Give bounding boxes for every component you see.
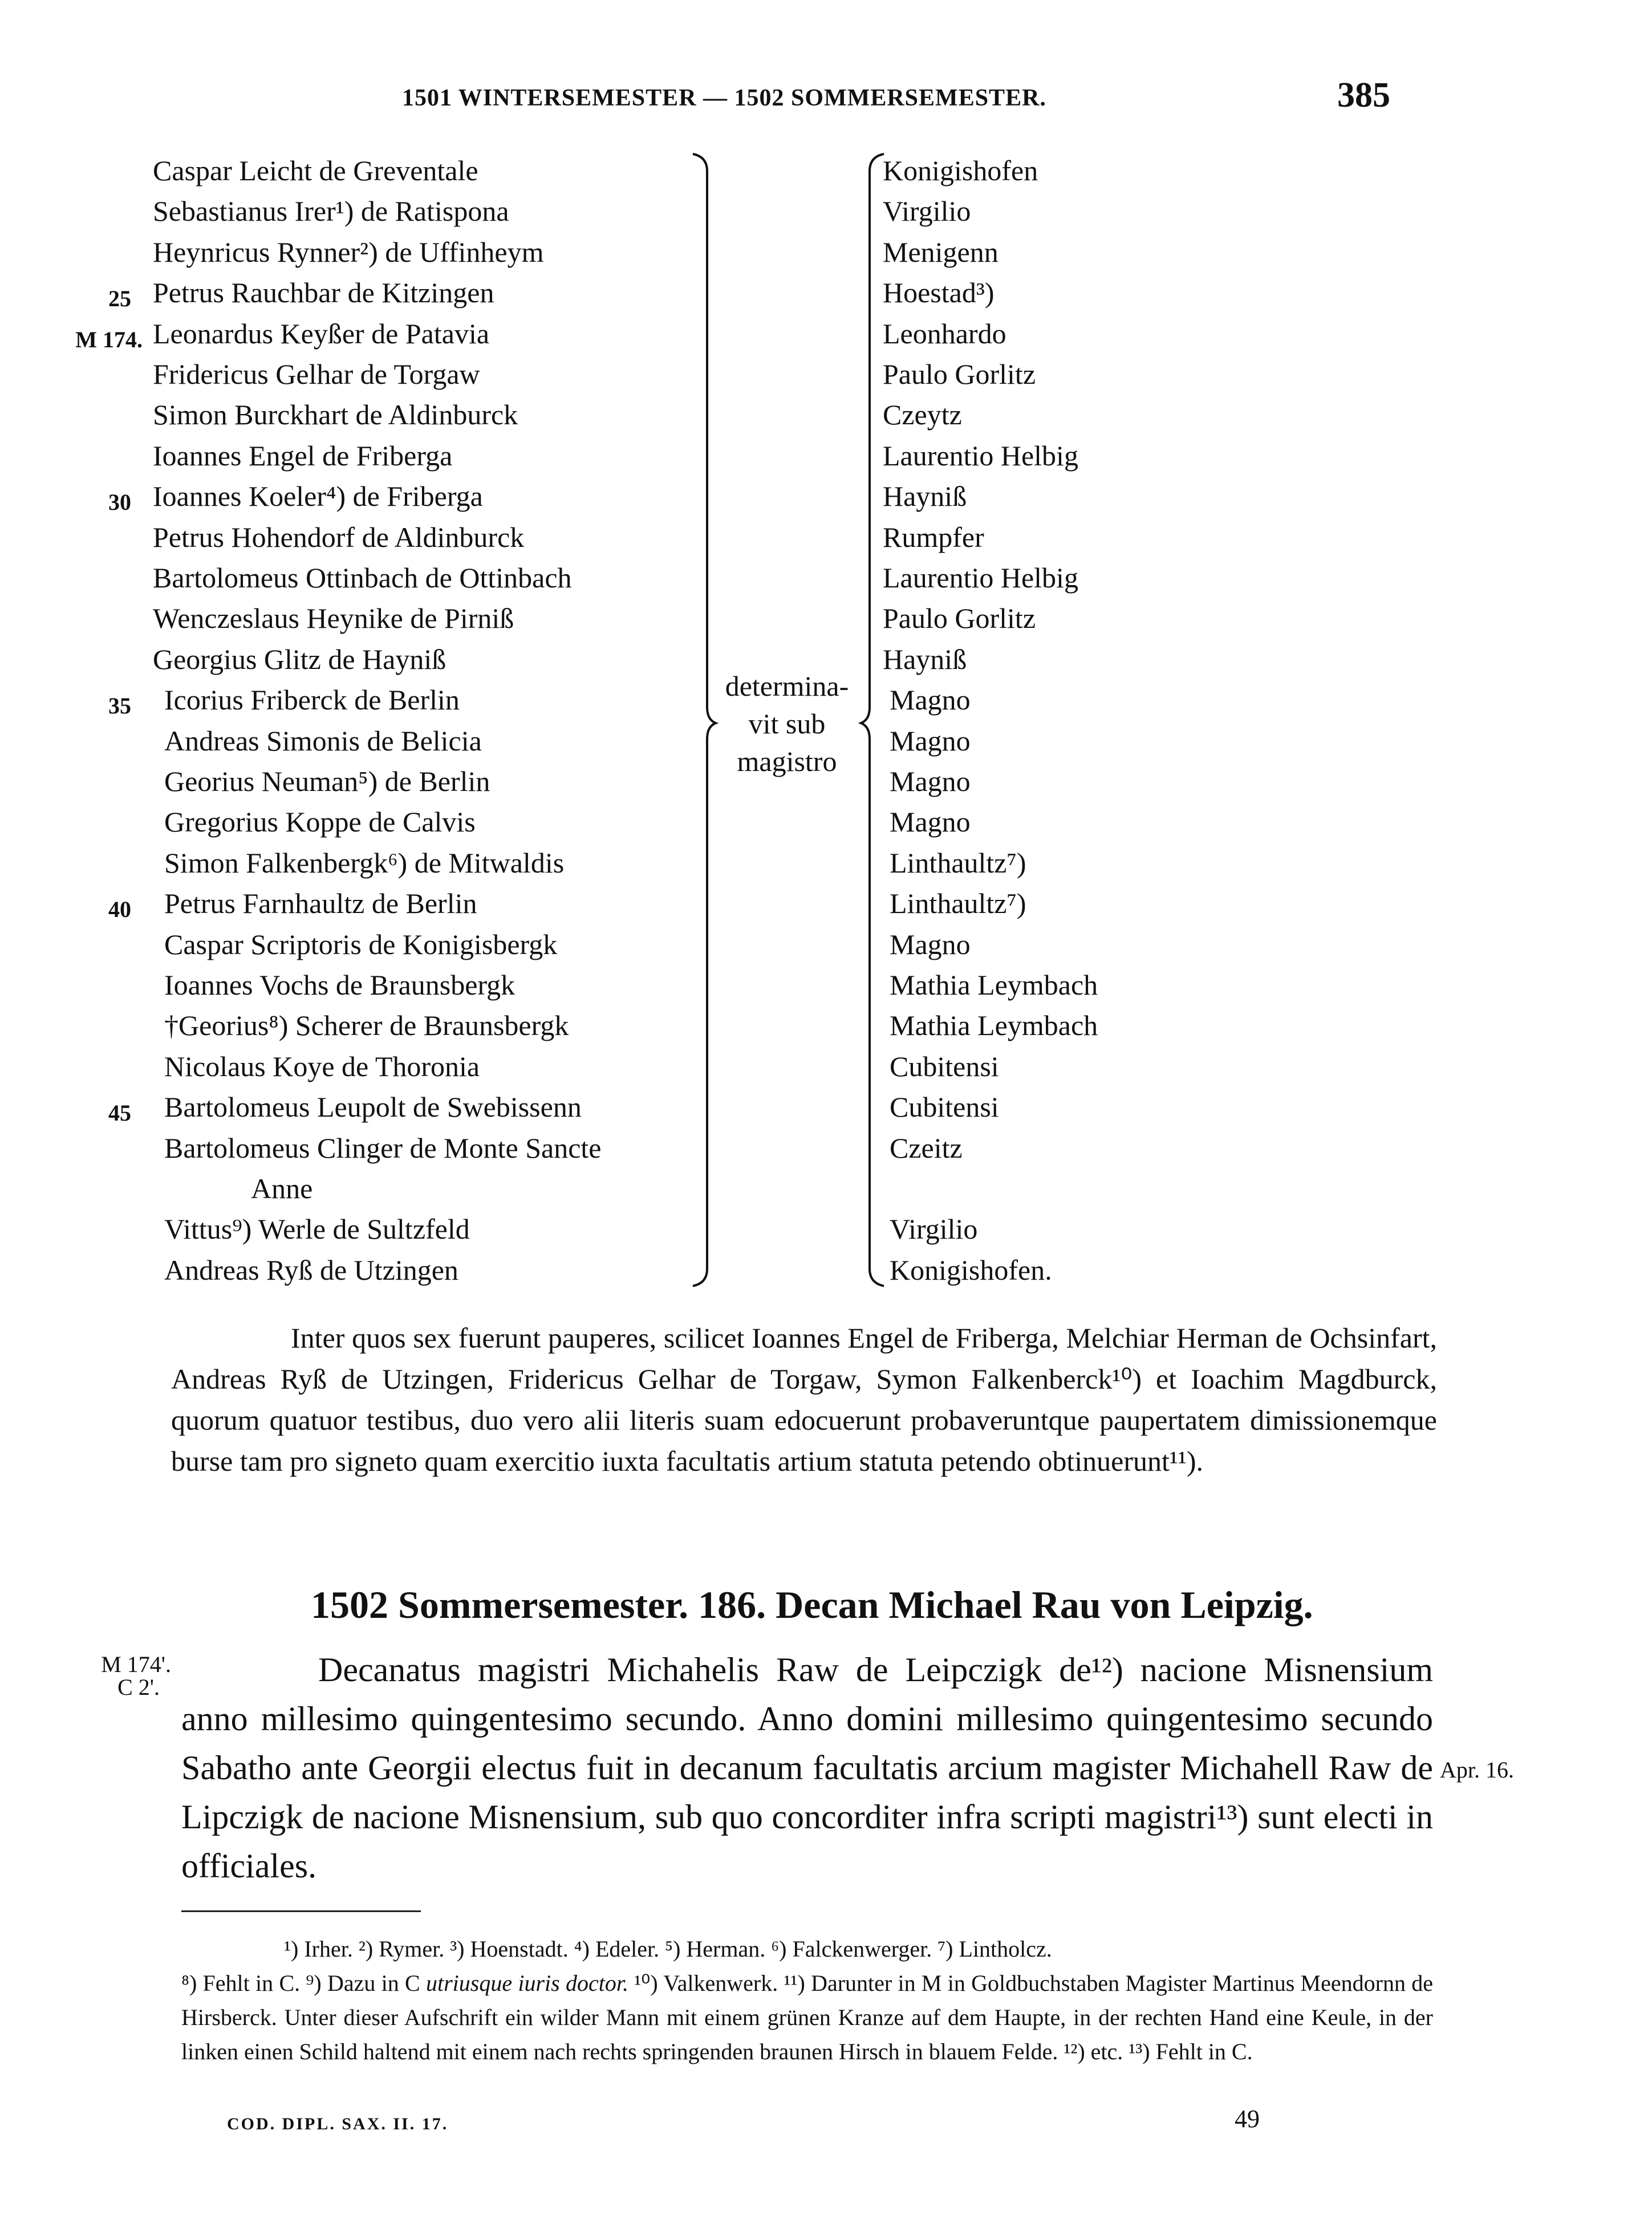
master-name: Laurentio Helbig [883, 439, 1078, 472]
master-name: Magno [890, 806, 971, 838]
student-name: Ioannes Vochs de Braunsbergk [164, 969, 516, 1001]
list-row [0, 439, 1652, 480]
student-name: Icorius Friberck de Berlin [164, 684, 460, 716]
side-note-left-1: M 174'. [101, 1651, 171, 1677]
student-name: Simon Burckhart de Aldinburck [153, 399, 518, 431]
footnote-2b: ¹⁰) Valkenwerk. ¹¹) Darunter in M in Goldbuchstaben Magister Martinus Meendornn de Hirsberck. Unter dieser Aufschrift ein wilder Mann mit einem grünen Kranze auf dem Haupte, in der rechten Hand eine Keule, in der linken einen Schild haltend mit einem nach rechts springenden braunen Hirsch in blauem Felde. ¹²) etc. ¹³) Fehlt in C. [181, 1970, 1433, 2064]
master-name: Cubitensi [890, 1050, 999, 1082]
list-row [0, 887, 1652, 928]
list-row [0, 194, 1652, 236]
bracket-label-line-2: vit sub [748, 708, 826, 740]
printer-signature: COD. DIPL. SAX. II. 17. [227, 2115, 449, 2133]
page-number: 385 [1337, 76, 1390, 115]
student-name: Bartolomeus Leupolt de Swebissenn [164, 1091, 582, 1123]
student-name: Caspar Scriptoris de Konigisbergk [164, 928, 558, 960]
master-name: Mathia Leymbach [890, 1009, 1098, 1042]
side-note-right: Apr. 16. [1440, 1757, 1514, 1783]
list-row [0, 1009, 1652, 1050]
master-name: Magno [890, 684, 971, 716]
master-name: Konigishofen. [890, 1253, 1052, 1286]
student-name: Ioannes Engel de Friberga [153, 439, 453, 472]
list-row [0, 317, 1652, 358]
list-row [0, 846, 1652, 887]
list-row [0, 1131, 1652, 1172]
list-row [0, 561, 1652, 602]
list-row [0, 602, 1652, 643]
list-row [0, 358, 1652, 399]
list-row [0, 805, 1652, 846]
master-name: Linthaultz⁷) [890, 887, 1026, 920]
margin-number: 35 [108, 693, 131, 719]
list-row [0, 276, 1652, 317]
running-head: 1501 WINTERSEMESTER — 1502 SOMMERSEMESTER. [402, 85, 1046, 111]
student-name: Heynricus Rynner²) de Uffinheym [153, 236, 544, 268]
student-name: Wenczeslaus Heynike de Pirniß [153, 602, 514, 635]
master-name: Konigishofen [883, 155, 1038, 186]
student-name: Andreas Simonis de Belicia [164, 724, 482, 757]
footnote-rule [181, 1910, 421, 1912]
student-name: Georgius Glitz de Hayniß [153, 643, 447, 675]
student-name: Petrus Rauchbar de Kitzingen [153, 277, 494, 309]
list-row [0, 154, 1652, 195]
student-name: Nicolaus Koye de Thoronia [164, 1050, 480, 1082]
list-row [0, 1212, 1652, 1253]
bracket-label-line-3: magistro [737, 745, 837, 777]
student-name: Anne [251, 1172, 313, 1204]
student-name: Simon Falkenbergk⁶) de Mitwaldis [164, 846, 565, 879]
list-row [0, 398, 1652, 439]
list-row [0, 1253, 1652, 1295]
margin-number: 45 [108, 1100, 131, 1126]
student-name: Sebastianus Irer¹) de Ratispona [153, 195, 509, 228]
student-name: Petrus Hohendorf de Aldinburck [153, 521, 525, 553]
list-row [0, 1090, 1652, 1131]
student-name: Bartolomeus Ottinbach de Ottinbach [153, 562, 572, 594]
section-body: Decanatus magistri Michahelis Raw de Leipczigk de¹²) nacione Misnensium anno millesimo quingentesimo secundo. Anno domini millesimo quingentesimo secundo Sabatho ante Georgii electus fuit in decanum facultatis arcium magister Michahell Raw de Lipczigk de nacione Misnensium, sub quo concorditer infra scripti magistri¹³) sunt electi in officiales. [181, 1651, 1433, 1885]
master-name: Hayniß [883, 643, 967, 675]
student-name: Petrus Farnhaultz de Berlin [164, 887, 477, 920]
student-name: Ioannes Koeler⁴) de Friberga [153, 480, 483, 513]
master-name: Mathia Leymbach [890, 969, 1098, 1001]
section-heading: 1502 Sommersemester. 186. Decan Michael Rau von Leipzig. [311, 1583, 1313, 1626]
list-row [0, 521, 1652, 562]
master-name: Rumpfer [883, 521, 984, 553]
student-name: Bartolomeus Clinger de Monte Sancte [164, 1131, 602, 1164]
master-name: Cubitensi [890, 1091, 999, 1123]
master-name: Paulo Gorlitz [883, 602, 1036, 635]
master-name: Magno [890, 928, 971, 960]
student-name: Andreas Ryß de Utzingen [164, 1253, 458, 1286]
list-row [0, 1172, 1652, 1213]
master-name: Linthaultz⁷) [890, 846, 1026, 879]
master-name: Hayniß [883, 480, 967, 513]
master-name: Magno [890, 765, 971, 797]
student-name: Fridericus Gelhar de Torgaw [153, 358, 480, 390]
side-note-left-2: C 2'. [117, 1674, 160, 1700]
pauperes-paragraph: Inter quos sex fuerunt pauperes, scilicet Ioannes Engel de Friberga, Melchiar Herman de Ochsinfart, Andreas Ryß de Utzingen, Fridericus Gelhar de Torgaw, Symon Falkenberck¹⁰) et Ioachim Magdburck, quorum quatuor testibus, duo vero alii literis suam edocuerunt probaveruntque paupertatem dimissionemque burse tam pro signeto quam exercitio iuxta facultatis artium statuta petendo obtinuerunt¹¹). [171, 1322, 1437, 1477]
master-name: Paulo Gorlitz [883, 358, 1036, 390]
margin-number: 25 [108, 286, 131, 312]
master-name: Magno [890, 724, 971, 757]
list-row [0, 1050, 1652, 1091]
sheet-number: 49 [1235, 2105, 1260, 2133]
master-name: Hoestad³) [883, 277, 995, 309]
footnote-2a: ⁸) Fehlt in C. ⁹) Dazu in C [181, 1970, 420, 1996]
master-name: Virgilio [883, 195, 971, 228]
footnotes [181, 1932, 1433, 2069]
margin-number: 40 [108, 896, 131, 923]
list-row [0, 928, 1652, 969]
margin-number: 30 [108, 489, 131, 516]
master-name: Leonhardo [883, 317, 1006, 350]
student-name: Georius Neuman⁵) de Berlin [164, 765, 490, 797]
student-name: Vittus⁹) Werle de Sultzfeld [164, 1213, 470, 1245]
bracket-label-line-1: determina- [725, 670, 849, 702]
master-name: Czeitz [890, 1131, 963, 1164]
list-row [0, 236, 1652, 277]
list-row [0, 968, 1652, 1009]
footnote-block-2 [181, 1966, 1433, 2069]
footnote-2-italic: utriusque iuris doctor. [425, 1970, 629, 1996]
student-name: Gregorius Koppe de Calvis [164, 806, 476, 838]
student-name: Caspar Leicht de Greventale [153, 155, 478, 186]
student-name: Leonardus Keyßer de Patavia [153, 317, 490, 350]
student-name: †Georius⁸) Scherer de Braunsbergk [164, 1009, 569, 1042]
bracket-label [707, 667, 867, 780]
master-name: Czeytz [883, 399, 962, 431]
footnote-line-1: ¹) Irher. ²) Rymer. ³) Hoenstadt. ⁴) Edeler. ⁵) Herman. ⁶) Falckenwerger. ⁷) Lintholcz. [284, 1936, 1052, 1962]
master-name: Virgilio [890, 1213, 978, 1245]
master-name: Menigenn [883, 236, 998, 268]
master-name: Laurentio Helbig [883, 562, 1078, 594]
list-row [0, 480, 1652, 521]
margin-number: M 174. [75, 326, 143, 352]
